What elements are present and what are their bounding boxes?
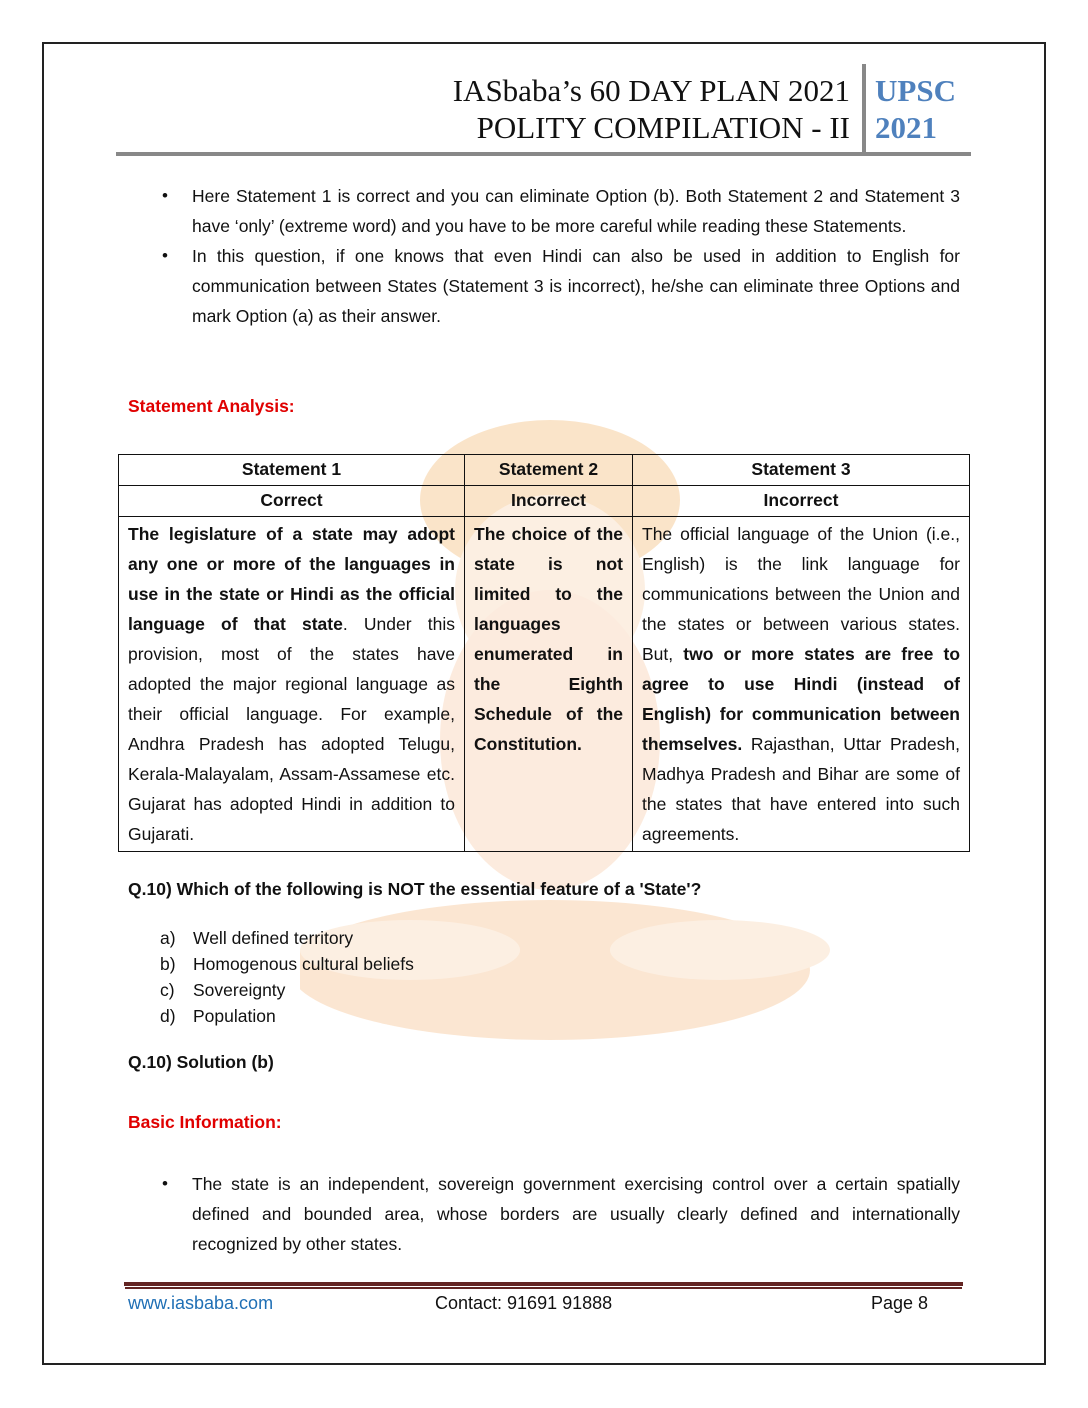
statement-analysis-table xyxy=(118,454,970,852)
table-cell: Correct xyxy=(119,486,465,517)
option-item xyxy=(160,951,414,977)
list-item: • The state is an independent, sovereign government exercising control over a certain spatially defined and bounded area, whose borders are usually clearly defined and internationally recognized by other states. xyxy=(160,1169,960,1259)
solution-text: Q.10) Solution (b) xyxy=(128,1052,274,1072)
option-text: Well defined territory xyxy=(193,928,354,948)
option-item xyxy=(160,925,414,951)
table-cell xyxy=(633,517,970,852)
cell-bold-text: two or more states are free to agree to use Hindi (instead of English) for communication between themselves. xyxy=(642,644,961,754)
header-title-line2: POLITY COMPILATION - II xyxy=(476,110,850,145)
statement-analysis-heading: Statement Analysis: xyxy=(128,396,295,416)
option-item xyxy=(160,977,414,1003)
option-item xyxy=(160,1003,414,1029)
table-header: Statement 1 xyxy=(119,455,465,486)
table-header: Statement 3 xyxy=(633,455,970,486)
cell-text: . Under this provision, most of the states have adopted the major regional language as their official language. For example, Andhra Pradesh has adopted Telugu, Kerala-Malayalam, Assam-Assamese etc. Gujarat has adopted Hindi in addition to Gujarati. xyxy=(128,614,456,844)
footer-page-number: Page 8 xyxy=(871,1293,929,1313)
header-title xyxy=(453,72,850,146)
option-letter: a) xyxy=(160,928,176,948)
option-letter: b) xyxy=(160,954,176,974)
option-text: Population xyxy=(193,1006,276,1026)
option-text: Homogenous cultural beliefs xyxy=(193,954,414,974)
header-rule xyxy=(116,152,971,156)
cell-bold-text: The choice of the state is not limited to the languages enumerated in the Eighth Schedule of the Constitution. xyxy=(474,524,623,754)
table-header-row xyxy=(119,455,970,486)
cell-bold-text: The legislature of a state may adopt any one or more of the languages in use in the state or Hindi as the official language of that state xyxy=(128,524,455,634)
table-cell: Incorrect xyxy=(633,486,970,517)
basic-info-heading: Basic Information: xyxy=(128,1112,282,1132)
option-letter: c) xyxy=(160,980,175,1000)
question-text: Q.10) Which of the following is NOT the essential feature of a 'State'? xyxy=(128,879,702,899)
table-cell xyxy=(465,517,633,852)
table-cell: Incorrect xyxy=(465,486,633,517)
header-badge-year: 2021 xyxy=(875,110,937,145)
top-bullet-list xyxy=(160,181,960,331)
option-letter: d) xyxy=(160,1006,176,1026)
table-header: Statement 2 xyxy=(465,455,633,486)
table-row xyxy=(119,517,970,852)
bottom-bullet-list xyxy=(160,1169,960,1259)
table-row xyxy=(119,486,970,517)
header-badge-upsc: UPSC xyxy=(875,73,956,108)
table-cell xyxy=(119,517,465,852)
cell-text: The official language of the Union (i.e., English) is the link language for communications between the Union and the states or between various states. But, xyxy=(642,524,960,664)
option-text: Sovereignty xyxy=(193,980,286,1000)
cell-text: Rajasthan, Uttar Pradesh, Madhya Pradesh and Bihar are some of the states that have entered into such agreements. xyxy=(642,734,960,844)
footer-rule xyxy=(124,1282,963,1287)
footer-website-link[interactable]: www.iasbaba.com xyxy=(128,1293,274,1313)
footer-contact: Contact: 91691 91888 xyxy=(435,1293,613,1313)
header-title-line1: IASbaba’s 60 DAY PLAN 2021 xyxy=(452,73,850,108)
header-badge xyxy=(875,72,956,146)
header-divider xyxy=(862,64,866,154)
options-list xyxy=(160,925,414,1029)
list-item: • Here Statement 1 is correct and you can eliminate Option (b). Both Statement 2 and Statement 3 have ‘only’ (extreme word) and you have to be more careful while reading these Statements. xyxy=(160,181,960,241)
list-item: • In this question, if one knows that even Hindi can also be used in addition to English for communication between States (Statement 3 is incorrect), he/she can eliminate three Options and mark Option (a) as their answer. xyxy=(160,241,960,331)
